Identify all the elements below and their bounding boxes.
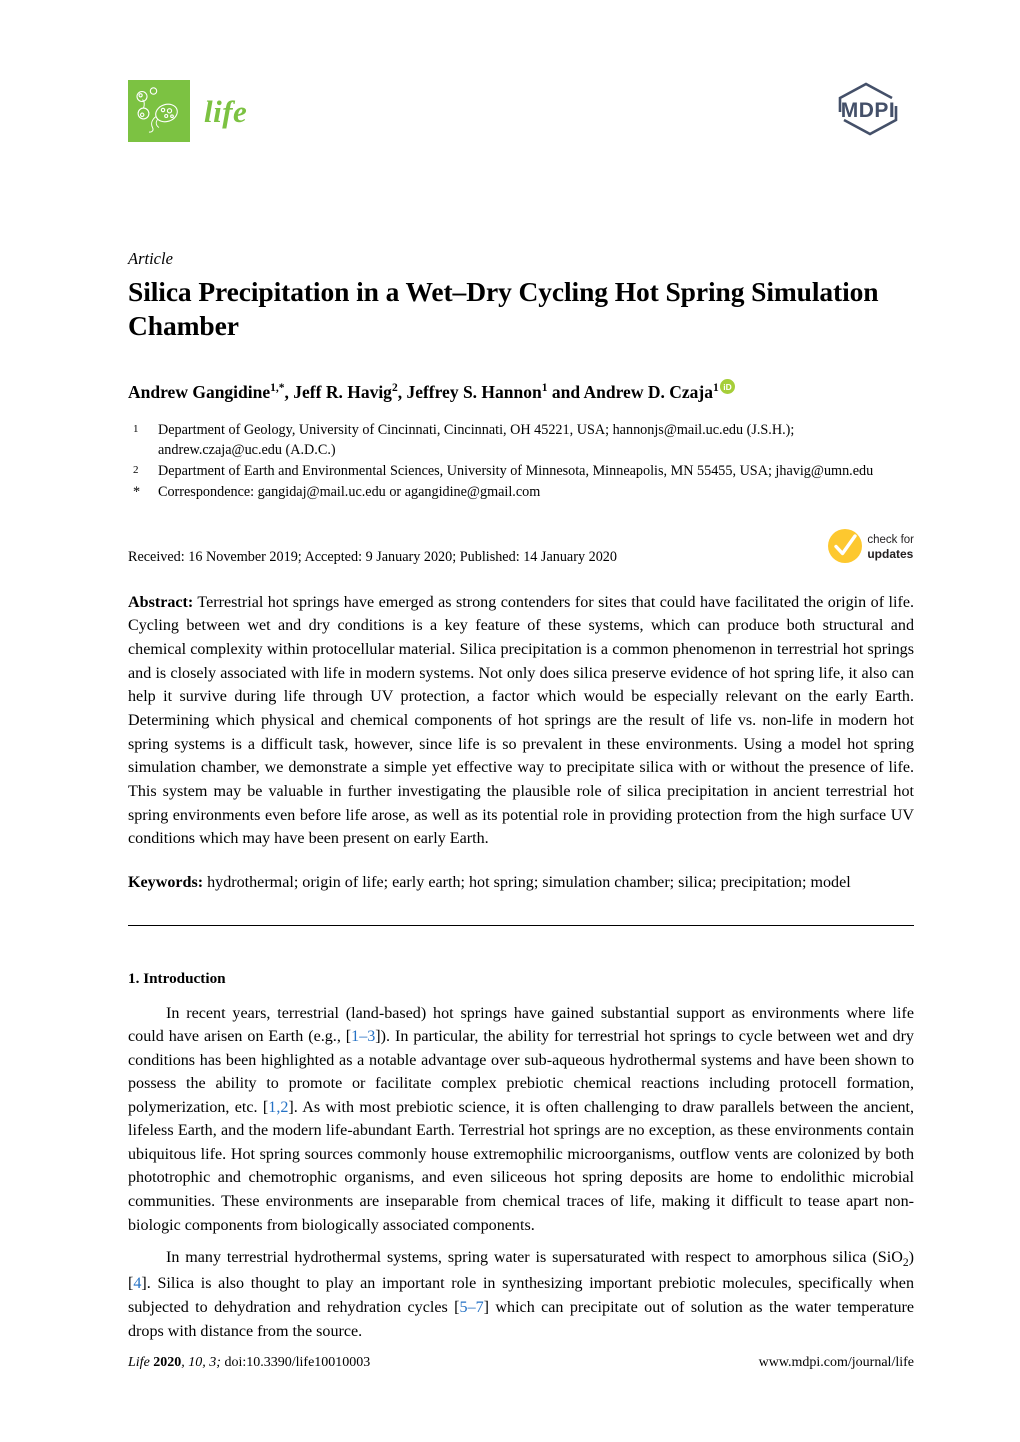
- affiliation-row: [128, 461, 914, 482]
- abstract-block: [128, 591, 914, 851]
- footer-journal-name: Life: [128, 1355, 150, 1370]
- check-mark-icon: [828, 529, 862, 568]
- publication-dates: Received: 16 November 2019; Accepted: 9 January 2020; Published: 14 January 2020: [128, 548, 617, 565]
- affiliation-mark: 1: [133, 422, 139, 435]
- footer-citation: [128, 1355, 370, 1371]
- author-2-affil-mark: 2: [391, 382, 398, 395]
- section-heading-introduction: 1. Introduction: [128, 969, 226, 987]
- check-updates-line1: check for: [867, 533, 914, 546]
- intro-paragraph-2: [128, 1246, 914, 1343]
- correspondence-row: [128, 482, 914, 503]
- footer-year: 2020: [153, 1355, 182, 1370]
- section-divider: [128, 925, 914, 926]
- page-content: [128, 0, 914, 1343]
- para1-part1: In recent years, terrestrial (land-based) hot springs have gained substantial support as environments where life could have arisen on Earth (e.g., [: [128, 1004, 914, 1046]
- para2-part2: ) [: [128, 1249, 914, 1293]
- para2-part3: ]. Silica is also thought to play an important role in synthesizing important prebiotic molecules, specifically when subjected to dehydration and rehydration cycles [: [128, 1275, 914, 1316]
- page-title: Silica Precipitation in a Wet–Dry Cycling Hot Spring Simulation Chamber: [128, 275, 879, 341]
- author-sep-2: ,: [397, 381, 407, 402]
- correspondence-text: Correspondence: gangidaj@mail.uc.edu or agangidine@gmail.com: [158, 483, 541, 500]
- life-mark-icon: [128, 80, 190, 142]
- affiliation-text: Department of Earth and Environmental Sciences, University of Minnesota, Minneapolis, MN 55455, USA; jhavig@umn.edu: [158, 463, 874, 480]
- author-4-affil-mark: 1: [712, 382, 719, 395]
- mdpi-logo-icon: [822, 78, 914, 140]
- author-1-name: Andrew Gangidine: [128, 381, 271, 402]
- abstract-label: Abstract:: [128, 593, 194, 611]
- journal-logo: [128, 80, 247, 142]
- citation-link-1-3[interactable]: 1–3: [351, 1028, 376, 1046]
- article-type-label: Article: [128, 249, 173, 268]
- para2-part1: In many terrestrial hydrothermal systems, spring water is supersaturated with respect to amorphous silica (SiO: [166, 1249, 903, 1267]
- abstract-text: Terrestrial hot springs have emerged as strong contenders for sites that could have facilitated the origin of life. Cycling between wet and dry conditions is a key feature of these systems, which can produce both structural and chemical complexity within protocellular material. Silica precipitation is a common phenomenon in terrestrial hot springs and is closely associated with life in modern systems. Not only does silica preserve evidence of hot spring life, it also can help it survive during life through UV protection, a factor which would be especially relevant on the early Earth. Determining which physical and chemical components of hot springs are the result of life vs. non-life in modern hot spring systems is a difficult task, however, since life is so prevalent in these environments. Using a model hot spring simulation chamber, we demonstrate a simple yet effective way to precipitate silica with or without the presence of life. This system may be valuable in further investigating the plausible role of silica precipitation in ancient terrestrial hot spring environments even before life arose, as well as its potential role in providing protection from the high surface UV conditions which may have been present on early Earth.: [128, 593, 914, 848]
- affiliation-mark: 2: [133, 464, 139, 477]
- citation-link-4[interactable]: 4: [133, 1275, 142, 1293]
- publication-dates-row: [128, 529, 914, 575]
- para1-part3: ]. As with most prebiotic science, it is often challenging to draw parallels between the ancient, lifeless Earth, and the modern life-abundant Earth. Terrestrial hot springs are no exception, as these environments contain ubiquitous life. Hot spring sources commonly house extremophilic microorganisms, outflow vents are colonized by both phototrophic and chemotrophic organisms, and even siliceous hot spring deposits are home to endolithic microbial communities. These environments are inseparable from chemical traces of life, making it difficult to tease apart non-biologic components from biologically associated components.: [128, 1098, 915, 1234]
- check-for-updates-text: [867, 534, 914, 563]
- para1-part2: ]). In particular, the ability for terrestrial hot springs to cycle between wet and dry conditions has been highlighted as a notable advantage over sub-aqueous hydrothermal systems and have been shown to possess the ability to promote or facilitate complex prebiotic chemical reactions including protocell formation, polymerization, etc. [: [128, 1028, 914, 1116]
- author-3-affil-mark: 1: [541, 382, 548, 395]
- journal-name: life: [204, 93, 248, 129]
- citation-link-1-2[interactable]: 1,2: [268, 1098, 289, 1116]
- sio2-subscript: 2: [902, 1256, 909, 1270]
- check-updates-line2: updates: [867, 547, 914, 562]
- masthead: [128, 0, 914, 173]
- author-4-name: Andrew D. Czaja: [583, 381, 713, 402]
- affiliation-row: [128, 420, 914, 461]
- keywords-label: Keywords:: [128, 873, 204, 891]
- citation-link-5-7[interactable]: 5–7: [459, 1298, 484, 1316]
- svg-text:iD: iD: [722, 381, 732, 392]
- para2-part4: ] which can precipitate out of solution as the water temperature drops with distance from the source.: [128, 1298, 914, 1340]
- orcid-icon[interactable]: [720, 377, 735, 392]
- footer-url[interactable]: www.mdpi.com/journal/life: [758, 1355, 914, 1370]
- author-sep-1: ,: [284, 381, 294, 402]
- author-list: [128, 377, 914, 404]
- author-2-name: Jeff R. Havig: [293, 381, 392, 402]
- correspondence-mark: *: [133, 483, 141, 500]
- footer-doi: doi:10.3390/life10010003: [224, 1355, 371, 1370]
- check-for-updates-badge[interactable]: [828, 529, 914, 568]
- author-sep-3: and: [547, 381, 584, 402]
- affiliation-text: Department of Geology, University of Cincinnati, Cincinnati, OH 45221, USA; hannonjs@mail.uc.edu (J.S.H.); andrew.czaja@uc.edu (A.D.C.): [158, 421, 795, 459]
- keywords-text: hydrothermal; origin of life; early earth; hot spring; simulation chamber; silica; precipitation; model: [203, 873, 851, 891]
- intro-paragraph-1: [128, 1002, 914, 1238]
- keywords-block: [128, 871, 914, 895]
- svg-text:MDPI: MDPI: [840, 99, 896, 122]
- author-3-name: Jeffrey S. Hannon: [406, 381, 542, 402]
- author-1-affil-mark: 1,*: [270, 382, 285, 395]
- footer-volume: , 10, 3;: [181, 1355, 225, 1370]
- affiliation-list: [128, 420, 914, 503]
- page-footer: [128, 1355, 914, 1371]
